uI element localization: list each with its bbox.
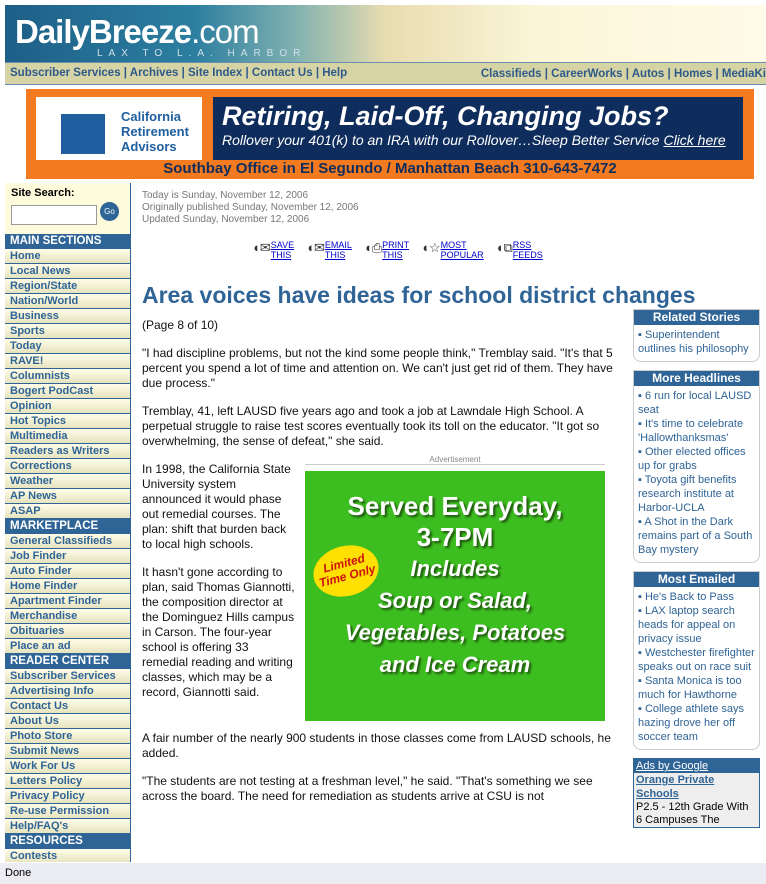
sidebar-item-contact-us[interactable]: Contact Us <box>5 699 130 714</box>
story-link[interactable] <box>638 328 755 356</box>
sidebar-header-marketplace: MARKETPLACE <box>5 519 130 534</box>
sidebar-item-privacy-policy[interactable]: Privacy Policy <box>5 789 130 804</box>
go-button[interactable]: Go <box>100 202 119 221</box>
nav-link-careerworks[interactable]: CareerWorks <box>551 68 623 80</box>
story-link[interactable] <box>638 604 755 646</box>
nav-link-help[interactable]: Help <box>322 67 348 79</box>
save-icon: ◖✉ <box>252 240 271 255</box>
bullet-icon: ▪ <box>638 446 645 458</box>
tool-link[interactable] <box>325 240 352 260</box>
story-link-text[interactable]: 6 run for local LAUSD seat <box>638 390 752 416</box>
box-related-stories <box>633 309 760 362</box>
story-link-text[interactable]: Superintendent outlines his philosophy <box>638 329 749 355</box>
advertisement-label: Advertisement <box>305 456 605 465</box>
tool-label: SAVE <box>270 240 295 250</box>
nav-separator: | <box>178 67 188 79</box>
tool-link[interactable] <box>382 240 409 260</box>
paragraph: In 1998, the California State University system announced it would phase out remedial courses. The plan: shift that burden back to local high schools. <box>142 462 291 551</box>
sidebar-item-submit-news[interactable]: Submit News <box>5 744 130 759</box>
bullet-icon: ▪ <box>638 329 645 341</box>
paragraph: "I had discipline problems, but not the kind some people think," Tremblay said. "It's that 5 percent you spend a lot of time and attention on. We can't just get rid of them. They have due process." <box>142 346 613 390</box>
tool-save-this[interactable] <box>252 240 294 260</box>
paragraph: Tremblay, 41, left LAUSD five years ago and took a job at Lawndale High School. A perpetual struggle to raise test scores eventually took its toll on the educator. "It got so overwhelming, the sense of defeat," she said. <box>142 404 600 448</box>
box-most-emailed <box>633 571 760 750</box>
sidebar-item-home-finder[interactable]: Home Finder <box>5 579 130 594</box>
tool-email-this[interactable] <box>306 240 352 260</box>
top-nav <box>5 62 766 85</box>
story-link-text[interactable]: It's time to celebrate 'Hallowthanksmas' <box>638 418 744 444</box>
ad-line: Vegetables, Potatoes <box>344 620 566 645</box>
story-link[interactable] <box>638 473 755 515</box>
story-link-text[interactable]: A Shot in the Dark remains part of a South Bay mystery <box>638 516 753 556</box>
story-link[interactable] <box>638 702 755 744</box>
ad-line: Served Everyday, <box>347 491 563 521</box>
tool-label: PRINT <box>382 240 410 250</box>
email-icon: ◖✉ <box>306 240 325 255</box>
tool-link[interactable] <box>271 240 294 260</box>
tagline: LAX TO L.A. HARBOR <box>97 48 307 59</box>
nav-link-site-index[interactable]: Site Index <box>187 67 243 79</box>
tool-label: THIS <box>270 250 292 260</box>
sidebar-item-contests[interactable]: Contests <box>5 849 130 864</box>
ad-line: and Ice Cream <box>379 652 531 677</box>
tool-link[interactable] <box>513 240 543 260</box>
nav-separator: | <box>664 68 674 80</box>
sidebar-item-place-an-ad[interactable]: Place an ad <box>5 639 130 654</box>
sidebar-item-work-for-us[interactable]: Work For Us <box>5 759 130 774</box>
story-link[interactable] <box>638 445 755 473</box>
sidebar-item-local-news[interactable]: Local News <box>5 264 130 279</box>
tool-label: RSS <box>512 240 532 250</box>
article-body <box>142 318 617 817</box>
article-dates <box>142 190 626 226</box>
sidebar-header-resources: RESOURCES <box>5 834 130 849</box>
sidebar-item-re-use-permission[interactable]: Re-use Permission <box>5 804 130 819</box>
top-banner-ad[interactable] <box>26 89 754 179</box>
restaurant-ad[interactable] <box>305 471 605 721</box>
ad-line: Includes <box>410 556 500 581</box>
inline-ad[interactable] <box>305 456 605 721</box>
sidebar-item-job-finder[interactable]: Job Finder <box>5 549 130 564</box>
sidebar-item-obituaries[interactable]: Obituaries <box>5 624 130 639</box>
nav-separator: | <box>541 68 552 80</box>
sidebar-item-asap[interactable]: ASAP <box>5 504 130 519</box>
bullet-icon: ▪ <box>638 418 645 430</box>
site-search-label: Site Search: <box>11 187 75 199</box>
article-title: Area voices have ideas for school district changes <box>142 282 696 308</box>
print-icon: ◖⎙ <box>363 240 383 255</box>
story-link-text[interactable]: He's Back to Pass <box>644 591 734 603</box>
status-bar: Done <box>0 862 766 884</box>
sidebar-item-advertising-info[interactable]: Advertising Info <box>5 684 130 699</box>
story-link-text[interactable]: College athlete says hazing drove her off soccer team <box>638 703 745 743</box>
nav-separator: | <box>242 67 252 79</box>
sidebar-item-today[interactable]: Today <box>5 339 130 354</box>
story-link[interactable] <box>638 389 755 417</box>
box-title: More Headlines <box>634 371 759 386</box>
page-indicator: (Page 8 of 10) <box>142 318 219 332</box>
story-link-text[interactable]: Other elected offices up for grabs <box>638 446 746 472</box>
sidebar-item-photo-store[interactable]: Photo Store <box>5 729 130 744</box>
ad-headline: Retiring, Laid-Off, Changing Jobs? <box>222 101 669 131</box>
story-link-text[interactable]: Toyota gift benefits research institute at Harbor-UCLA <box>638 474 737 514</box>
article-tools <box>252 240 555 260</box>
sidebar-header-main-sections: MAIN SECTIONS <box>5 234 130 249</box>
sidebar-item-apartment-finder[interactable]: Apartment Finder <box>5 594 130 609</box>
box-more-headlines <box>633 370 760 563</box>
rss-icon: ◖⧉ <box>495 240 513 255</box>
sidebar-item-sports[interactable]: Sports <box>5 324 130 339</box>
sidebar-item-auto-finder[interactable]: Auto Finder <box>5 564 130 579</box>
story-link[interactable] <box>638 590 755 604</box>
bullet-icon: ▪ <box>638 675 645 687</box>
site-search-input[interactable] <box>11 205 97 225</box>
ad-line: 3-7PM <box>416 522 494 552</box>
sidebar-item-opinion[interactable]: Opinion <box>5 399 130 414</box>
sidebar-item-general-classifieds[interactable]: General Classifieds <box>5 534 130 549</box>
ad-subtext: Rollover your 401(k) to an IRA with our Rollover…Sleep Better Service <box>222 132 664 148</box>
paragraph: "The students are not testing at a freshman level," he said. "That's something we see across the board. The need for remediation as students arrive at CSU is not <box>142 774 593 803</box>
tool-print-this[interactable] <box>364 240 409 260</box>
nav-link-subscriber-services[interactable]: Subscriber Services <box>10 67 121 79</box>
ad-brand-logo: California Retirement Advisors <box>36 97 202 160</box>
story-link-text[interactable]: Santa Monica is too much for Hawthorne <box>638 675 742 701</box>
nav-link-contact-us[interactable]: Contact Us <box>251 67 313 79</box>
story-link[interactable] <box>638 674 755 702</box>
ad-line: Soup or Salad, <box>377 588 533 613</box>
tool-label: THIS <box>324 250 346 260</box>
google-ads <box>633 758 760 828</box>
tool-label: MOST <box>440 240 467 250</box>
nav-link-archives[interactable]: Archives <box>129 67 179 79</box>
google-ad-title[interactable]: Orange Private Schools <box>636 774 715 800</box>
nav-separator: | <box>622 68 632 80</box>
bullet-icon: ▪ <box>638 605 645 617</box>
sidebar-item-nation-world[interactable]: Nation/World <box>5 294 130 309</box>
bullet-icon: ▪ <box>638 516 645 528</box>
nav-separator: | <box>712 68 722 80</box>
sidebar-item-region-state[interactable]: Region/State <box>5 279 130 294</box>
sidebar-item-readers-as-writers[interactable]: Readers as Writers <box>5 444 130 459</box>
star-icon: ◖☆ <box>421 240 441 255</box>
bullet-icon: ▪ <box>638 390 645 402</box>
nav-separator: | <box>312 67 323 79</box>
story-link-text[interactable]: Westchester firefighter speaks out on race suit <box>638 647 755 673</box>
ad-message <box>213 97 743 160</box>
site-banner <box>5 5 766 62</box>
published-date: Originally published Sunday, November 12, 2006 <box>142 202 359 213</box>
sidebar-item-business[interactable]: Business <box>5 309 130 324</box>
story-link[interactable] <box>638 515 755 557</box>
story-link[interactable] <box>638 417 755 445</box>
sidebar-item-bogert-podcast[interactable]: Bogert PodCast <box>5 384 130 399</box>
today-date: Today is Sunday, November 12, 2006 <box>142 190 309 201</box>
updated-date: Updated Sunday, November 12, 2006 <box>142 214 310 225</box>
google-ad-description: P2.5 - 12th Grade With 6 Campuses The <box>636 801 749 826</box>
site-logo[interactable]: DailyBreeze.com <box>15 13 259 50</box>
tool-most-popular[interactable] <box>421 240 484 260</box>
sidebar-item-merchandise[interactable]: Merchandise <box>5 609 130 624</box>
sidebar-item-help-faq-s[interactable]: Help/FAQ's <box>5 819 130 834</box>
sidebar-item-ap-news[interactable]: AP News <box>5 489 130 504</box>
left-sidebar <box>5 183 131 863</box>
ad-click-here-link[interactable]: Click here <box>663 132 726 148</box>
right-column <box>633 309 760 828</box>
sidebar-item-rave[interactable]: RAVE! <box>5 354 130 369</box>
sidebar-item-letters-policy[interactable]: Letters Policy <box>5 774 130 789</box>
sidebar-item-columnists[interactable]: Columnists <box>5 369 130 384</box>
sidebar-item-weather[interactable]: Weather <box>5 474 130 489</box>
sidebar-item-home[interactable]: Home <box>5 249 130 264</box>
tool-link[interactable] <box>441 240 484 260</box>
tool-rss-feeds[interactable] <box>496 240 543 260</box>
bullet-icon: ▪ <box>638 591 645 603</box>
bullet-icon: ▪ <box>638 703 645 715</box>
nav-link-homes[interactable]: Homes <box>673 68 713 80</box>
ads-by-google-link[interactable]: Ads by Google <box>634 759 759 773</box>
paragraph: It hasn't gone according to plan, said Thomas Giannotti, the composition director at the Dominguez Hills campus in Carson. The four-year school is offering 33 remedial reading and writing classes, which may be a record, Giannotti said. <box>142 565 295 699</box>
nav-link-classifieds[interactable]: Classifieds <box>480 68 542 80</box>
sidebar-menu <box>5 234 130 864</box>
lifeguard-chair-icon <box>61 114 105 154</box>
bullet-icon: ▪ <box>638 647 645 659</box>
sidebar-item-about-us[interactable]: About Us <box>5 714 130 729</box>
ad-phone: Southbay Office in El Segundo / Manhattan Beach 310-643-7472 <box>163 160 617 177</box>
limited-time-badge: Limited Time Only <box>308 538 385 603</box>
sidebar-item-subscriber-services[interactable]: Subscriber Services <box>5 669 130 684</box>
sidebar-item-corrections[interactable]: Corrections <box>5 459 130 474</box>
nav-link-mediaki[interactable]: MediaKi <box>721 68 766 80</box>
box-title: Most Emailed <box>634 572 759 587</box>
tool-label: FEEDS <box>512 250 543 260</box>
sidebar-header-reader-center: READER CENTER <box>5 654 130 669</box>
bullet-icon: ▪ <box>638 474 645 486</box>
story-link[interactable] <box>638 646 755 674</box>
sidebar-item-hot-topics[interactable]: Hot Topics <box>5 414 130 429</box>
nav-link-autos[interactable]: Autos <box>631 68 665 80</box>
tool-label: THIS <box>382 250 403 260</box>
sidebar-item-multimedia[interactable]: Multimedia <box>5 429 130 444</box>
paragraph: A fair number of the nearly 900 students in those classes come from LAUSD schools, he added. <box>142 731 611 760</box>
story-link-text[interactable]: LAX laptop search heads for appeal on privacy issue <box>638 605 736 645</box>
nav-separator: | <box>120 67 130 79</box>
tool-label: POPULAR <box>440 250 484 260</box>
tool-label: EMAIL <box>324 240 352 250</box>
box-title: Related Stories <box>634 310 759 325</box>
